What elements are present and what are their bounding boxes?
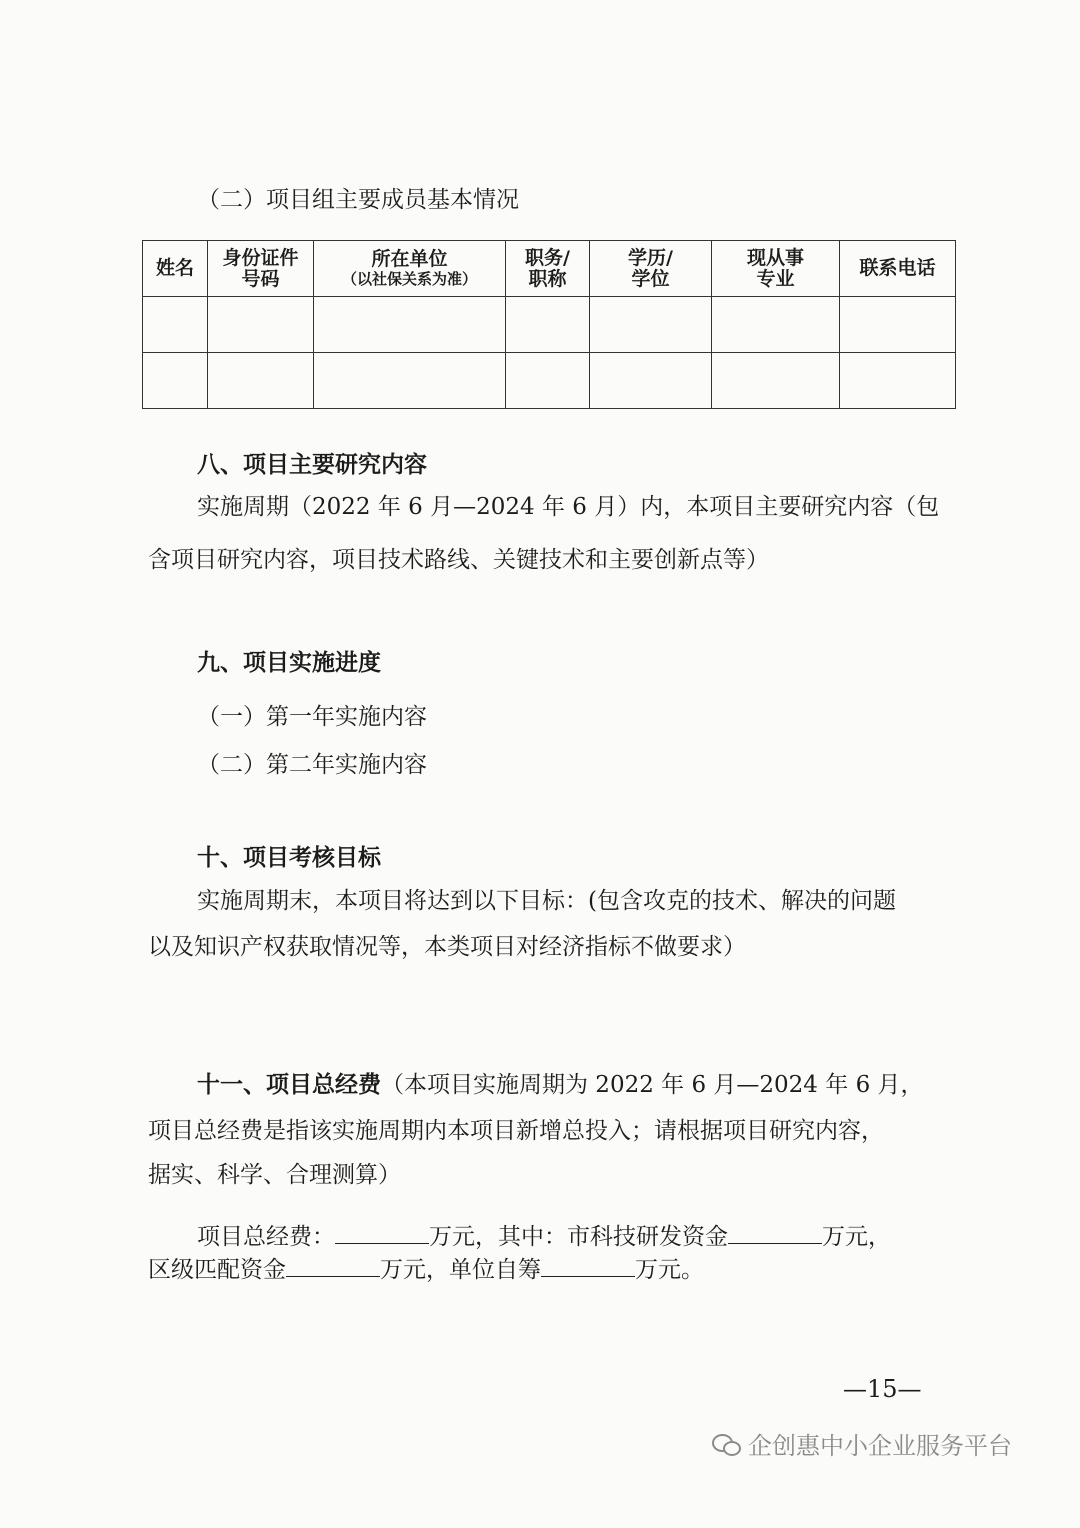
watermark: 企创惠中小企业服务平台	[712, 1426, 1012, 1461]
col-header-education: 学历/学位	[590, 241, 712, 297]
section-9-item1: （一）第一年实施内容	[197, 704, 427, 730]
section-11-note: （本项目实施周期为 2022 年 6 月—2024 年 6 月，	[381, 1072, 924, 1098]
members-table	[142, 240, 956, 409]
section-11-line2: 项目总经费是指该实施周期内本项目新增总投入；请根据项目研究内容，	[148, 1118, 884, 1144]
budget-line1: 项目总经费： 万元，其中：市科技研发资金 万元，	[197, 1221, 891, 1252]
total-budget-blank[interactable]	[335, 1221, 429, 1244]
members-subheading: （二）项目组主要成员基本情况	[197, 187, 519, 213]
col-header-position: 职务/职称	[506, 241, 590, 297]
section-8-text-line2: 含项目研究内容，项目技术路线、关键技术和主要创新点等）	[148, 547, 769, 573]
section-9-item2: （二）第二年实施内容	[197, 752, 427, 778]
section-8-heading: 八、项目主要研究内容	[197, 452, 427, 478]
district-fund-blank[interactable]	[286, 1254, 380, 1277]
section-11-heading: 十一、项目总经费	[197, 1072, 381, 1098]
wechat-icon	[712, 1432, 740, 1456]
section-11-line1	[197, 1070, 924, 1100]
section-10-text-line1: 实施周期末，本项目将达到以下目标：(包含攻克的技术、解决的问题	[197, 888, 896, 914]
col-header-employer: 所在单位 （以社保关系为准）	[314, 241, 506, 297]
budget-line2: 区级匹配资金 万元，单位自筹 万元。	[148, 1254, 704, 1285]
table-row	[143, 297, 956, 353]
col-header-id-number: 身份证件号码	[208, 241, 314, 297]
section-9-heading: 九、项目实施进度	[197, 650, 381, 676]
section-8-text-line1: 实施周期（2022 年 6 月—2024 年 6 月）内，本项目主要研究内容（包	[197, 494, 940, 520]
col-header-phone: 联系电话	[840, 241, 956, 297]
self-fund-blank[interactable]	[541, 1254, 635, 1277]
section-10-heading: 十、项目考核目标	[197, 845, 381, 871]
table-row	[143, 353, 956, 409]
table-header-row	[143, 241, 956, 297]
city-fund-blank[interactable]	[728, 1221, 822, 1244]
section-11-line3: 据实、科学、合理测算）	[148, 1162, 401, 1188]
section-10-text-line2: 以及知识产权获取情况等，本类项目对经济指标不做要求）	[148, 934, 746, 960]
col-header-major: 现从事专业	[712, 241, 840, 297]
col-header-name: 姓名	[143, 241, 208, 297]
page-number: —15—	[843, 1375, 922, 1403]
